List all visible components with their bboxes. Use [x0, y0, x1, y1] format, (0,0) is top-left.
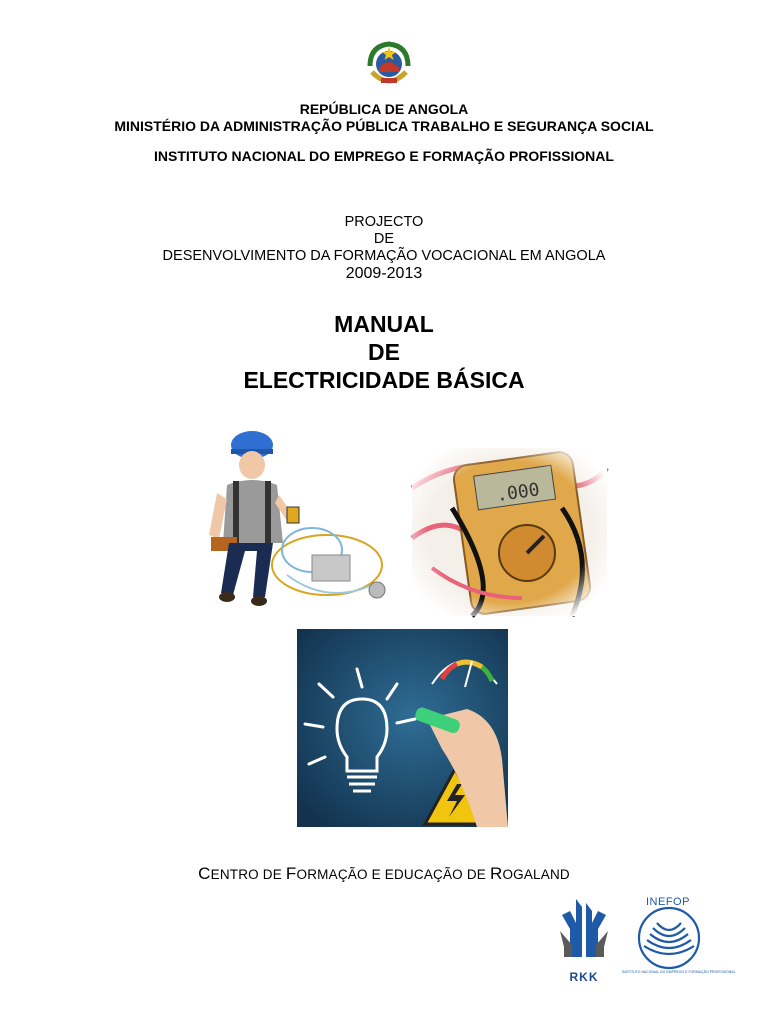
project-de: DE	[373, 231, 395, 247]
institute-heading: INSTITUTO NACIONAL DO EMPREGO E FORMAÇÃO PROFISSIONAL	[154, 148, 614, 164]
lightbulb-illustration	[297, 629, 508, 827]
manual-title-line1: MANUAL	[334, 311, 434, 337]
ministry-heading: MINISTÉRIO DA ADMINISTRAÇÃO PÚBLICA TRABALHO E SEGURANÇA SOCIAL	[114, 118, 654, 134]
centro-heading: CENTRO DE FORMAÇÃO E EDUCAÇÃO DE ROGALAND	[198, 864, 570, 883]
inefop-caption: INSTITUTO NACIONAL DO EMPREGO E FORMAÇÃO PROFISSIONAL	[622, 970, 736, 974]
project-label: PROJECTO	[344, 214, 424, 230]
multimeter-photo	[412, 448, 607, 616]
rkk-text: RKK	[569, 970, 599, 984]
project-name: DESENVOLVIMENTO DA FORMAÇÃO VOCACIONAL EM ANGOLA	[162, 248, 606, 264]
coat-of-arms-emblem	[364, 38, 414, 90]
manual-title-line3: ELECTRICIDADE BÁSICA	[243, 367, 525, 393]
inefop-logo	[622, 896, 736, 980]
project-years: 2009-2013	[345, 265, 423, 282]
inefop-text: INEFOP	[646, 896, 690, 908]
electrician-photo	[197, 415, 409, 613]
republic-heading: REPÚBLICA DE ANGOLA	[299, 101, 469, 117]
manual-title-line2: DE	[368, 339, 400, 365]
rkk-logo	[556, 897, 612, 983]
